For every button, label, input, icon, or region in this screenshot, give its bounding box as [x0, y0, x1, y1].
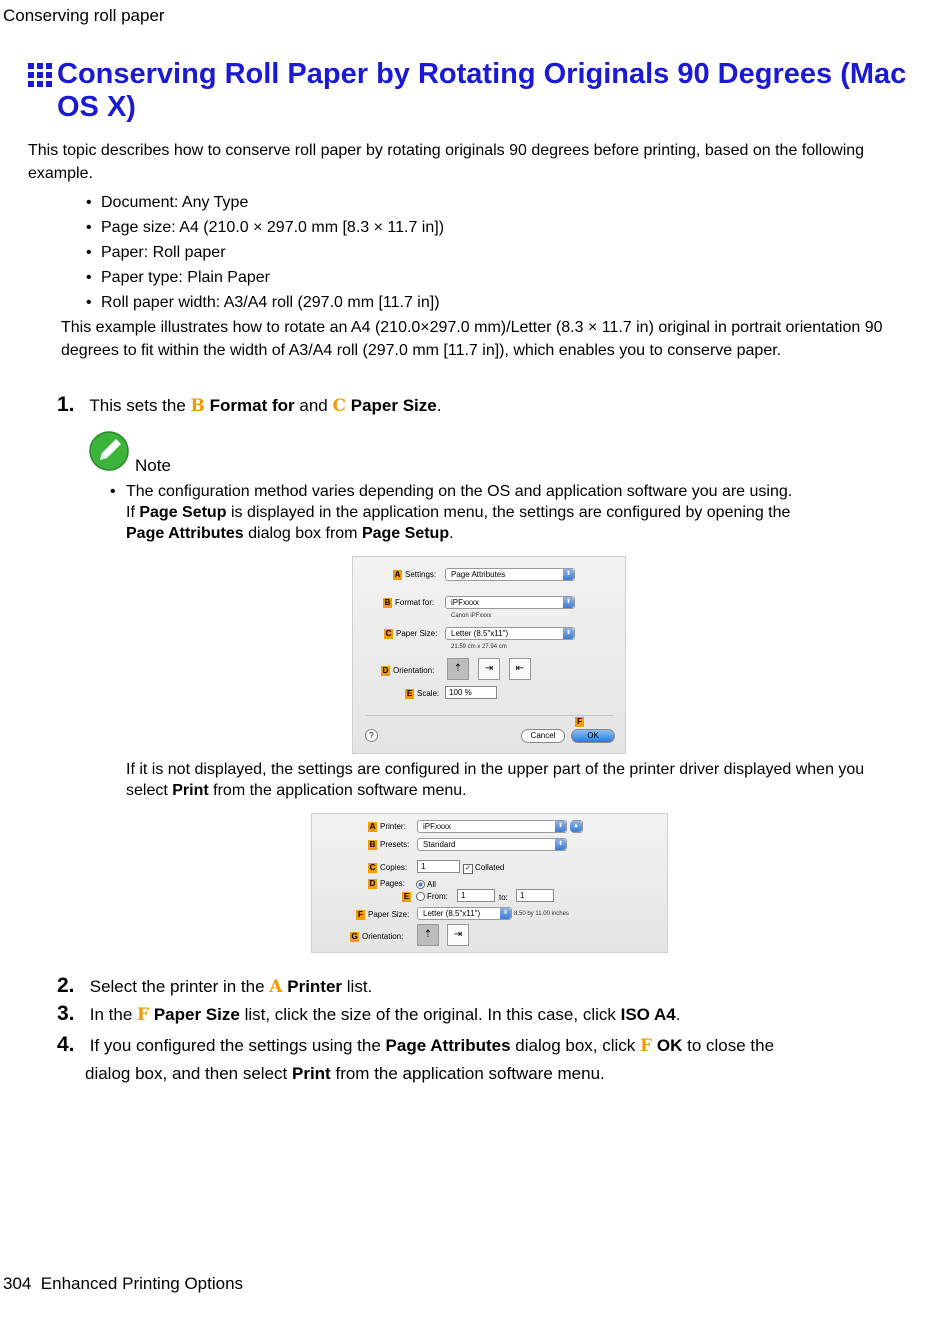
step-3 [57, 1003, 680, 1026]
list-item: • Paper type: Plain Paper [86, 265, 444, 290]
ui-term: Page Attributes [385, 1036, 511, 1055]
step-text: from the application software menu. [335, 1064, 605, 1083]
step-number: 3. [57, 1002, 75, 1025]
settings-row [393, 568, 436, 581]
copies-label: Copies: [380, 863, 408, 872]
step-text: and [299, 396, 328, 415]
paper-dimensions: 8.50 by 11.00 inches [514, 911, 569, 917]
note-fragment: is displayed in the application menu, the settings are configured by opening the [230, 504, 791, 521]
radio-icon [416, 892, 425, 901]
step-4-continuation [57, 1060, 857, 1088]
paragraph-fragment: If it is not displayed, the settings are configured in the upper part of the printer driver displayed when you select [126, 761, 865, 799]
section-grid-icon [28, 63, 52, 87]
landscape-orientation-button[interactable]: ⇥ [447, 924, 469, 946]
step-text: Select the printer in the [89, 977, 265, 996]
callout-letter: G [351, 932, 358, 941]
page-title: Conserving Roll Paper by Rotating Originals 90 Degrees (Mac OS X) [57, 58, 907, 123]
callout-letter: F [640, 1036, 653, 1056]
ui-term: Paper Size [350, 396, 437, 415]
print-paper-size-row [356, 908, 409, 921]
step-number: 4. [57, 1033, 75, 1056]
from-label: From: [427, 892, 448, 901]
paper-size-label: Paper Size: [396, 629, 438, 638]
callout-letter: D [382, 666, 389, 675]
collated-label: Collated [475, 863, 505, 872]
step-2 [57, 975, 372, 998]
note-bullet: • The configuration method varies depending on the OS and application software you are using. [110, 481, 870, 502]
pages-row [368, 877, 405, 890]
to-label: to: [499, 893, 508, 902]
ui-term: OK [656, 1036, 683, 1055]
step-number: 1. [57, 393, 75, 416]
scale-row [405, 687, 439, 700]
step-text: dialog box, and then select [85, 1064, 288, 1083]
ok-button[interactable]: OK [571, 729, 615, 743]
copies-input[interactable]: 1 [417, 860, 460, 873]
ui-term: Page Setup [361, 525, 450, 542]
note-line [110, 523, 870, 544]
step-number: 2. [57, 974, 75, 997]
step-text: . [436, 396, 442, 415]
select-value: iPFxxxx [451, 598, 479, 607]
all-label: All [427, 880, 436, 889]
orientation-label: Orientation: [393, 666, 435, 675]
ui-term: Page Attributes [126, 525, 244, 542]
select-arrow-icon: ⬍ [563, 569, 574, 580]
radio-selected-icon [416, 880, 425, 889]
from-page-input[interactable]: 1 [457, 889, 495, 902]
ui-term: Page Setup [139, 504, 227, 521]
callout-letter: C [369, 863, 376, 872]
orientation-row [381, 664, 434, 677]
note-pencil-icon [88, 430, 130, 472]
print-orientation-row [350, 930, 403, 943]
print-dialog [311, 813, 668, 953]
paper-size-select[interactable] [445, 627, 575, 640]
step-text: to close the [687, 1036, 775, 1055]
ui-term: Print [172, 782, 209, 799]
note-fragment: If [126, 504, 135, 521]
step-text: list. [346, 977, 373, 996]
copies-row [368, 861, 407, 874]
select-arrow-icon: ⬍ [555, 839, 566, 850]
presets-label: Presets: [380, 840, 410, 849]
running-header: Conserving roll paper [3, 6, 165, 25]
checkmark-icon: ✓ [463, 864, 473, 874]
callout-letter: E [403, 892, 410, 901]
example-list [86, 190, 444, 315]
example-paragraph: This example illustrates how to rotate an A4 (210.0×297.0 mm)/Letter (8.3 × 11.7 in) original in portrait orientation 90 degrees to fit within the width of A3/A4 roll (297.0 mm [11.7 in]), which enables you to conserve paper. [61, 319, 883, 359]
step-1 [57, 394, 441, 417]
presets-select[interactable] [417, 838, 567, 851]
page-footer: 304 Enhanced Printing Options [3, 1274, 244, 1293]
step-text: . [675, 1005, 681, 1024]
print-paper-size-select[interactable] [417, 907, 512, 920]
note-fragment: . [449, 525, 454, 542]
ui-term: Paper Size [153, 1005, 240, 1024]
landscape-right-button[interactable]: ⇤ [509, 658, 531, 680]
format-for-select[interactable] [445, 596, 575, 609]
pages-from-radio[interactable] [416, 890, 448, 903]
cancel-button[interactable]: Cancel [521, 729, 565, 743]
callout-letter: B [369, 840, 376, 849]
printer-label: Printer: [380, 822, 406, 831]
expand-dialog-button[interactable] [571, 820, 583, 833]
note-fragment: dialog box from [248, 525, 358, 542]
printer-select[interactable] [417, 820, 567, 833]
select-value: iPFxxxx [423, 822, 451, 831]
list-item: • Page size: A4 (210.0 × 297.0 mm [8.3 × 11.7 in]) [86, 215, 444, 240]
list-item: • Document: Any Type [86, 190, 444, 215]
presets-row [368, 838, 409, 851]
select-arrow-icon: ⬍ [555, 821, 566, 832]
step-text: This sets the [89, 396, 186, 415]
portrait-orientation-button[interactable]: ⇡ [447, 658, 469, 680]
select-arrow-icon: ⬍ [563, 597, 574, 608]
ui-term: Printer [287, 977, 343, 996]
callout-letter: B [190, 396, 205, 416]
callout-letter: C [385, 629, 392, 638]
ui-term: Print [292, 1064, 331, 1083]
callout-letter: D [369, 879, 376, 888]
paper-size-label: Paper Size: [368, 910, 410, 919]
callout-letter: A [394, 570, 401, 579]
select-value: Letter (8.5"x11") [423, 909, 481, 918]
ui-term: Format for [209, 396, 295, 415]
intro-paragraph: This topic describes how to conserve roll paper by rotating originals 90 degrees before printing, based on the following example. [28, 142, 865, 182]
paragraph-fragment: from the application software menu. [213, 782, 467, 799]
select-arrow-icon: ⬍ [500, 908, 511, 919]
step-text: If you configured the settings using the [89, 1036, 381, 1055]
callout-letter: F [137, 1005, 150, 1025]
landscape-left-button[interactable]: ⇥ [478, 658, 500, 680]
page-setup-dialog [352, 556, 626, 754]
select-arrow-icon: ⬍ [563, 628, 574, 639]
callout-letter: B [384, 598, 391, 607]
list-item: • Roll paper width: A3/A4 roll (297.0 mm [11.7 in]) [86, 290, 444, 315]
note-line [110, 502, 870, 523]
callout-letter: A [269, 977, 283, 997]
collated-checkbox[interactable] [463, 861, 504, 874]
step-text: In the [89, 1005, 133, 1024]
callout-letter: C [332, 396, 347, 416]
printer-row [368, 820, 406, 833]
orientation-label: Orientation: [362, 932, 404, 941]
select-value: Letter (8.5"x11") [451, 629, 509, 638]
portrait-orientation-button[interactable]: ⇡ [417, 924, 439, 946]
settings-select[interactable] [445, 568, 575, 581]
scale-input[interactable]: 100 % [445, 686, 497, 699]
callout-letter: F [356, 910, 365, 920]
callout-letter: F [575, 717, 584, 727]
pages-label: Pages: [380, 879, 405, 888]
disclosure-triangle-icon: ▲ [570, 821, 582, 832]
select-value: Page Attributes [451, 570, 506, 579]
note-label: Note [135, 456, 171, 475]
step-text: dialog box, click [515, 1036, 636, 1055]
paper-size-subtext: 21.59 cm x 27.94 cm [451, 644, 507, 650]
step-4 [57, 1031, 857, 1088]
divider [365, 715, 613, 716]
format-label: Format for: [395, 598, 435, 607]
print-dialog-paragraph [126, 759, 886, 801]
format-row [383, 596, 434, 609]
help-button[interactable]: ? [365, 729, 378, 742]
list-item: • Paper: Roll paper [86, 240, 444, 265]
to-page-input[interactable]: 1 [516, 889, 554, 902]
callout-letter: A [369, 822, 376, 831]
note-text [110, 481, 870, 544]
callout-letter: E [406, 689, 413, 698]
settings-label: Settings: [405, 570, 437, 579]
format-subtext: Canon iPFxxxx [451, 613, 492, 619]
step-text: list, click the size of the original. In this case, click [244, 1005, 616, 1024]
ui-term: ISO A4 [620, 1005, 676, 1024]
paper-size-row [384, 627, 437, 640]
select-value: Standard [423, 840, 456, 849]
scale-label: Scale: [417, 689, 440, 698]
